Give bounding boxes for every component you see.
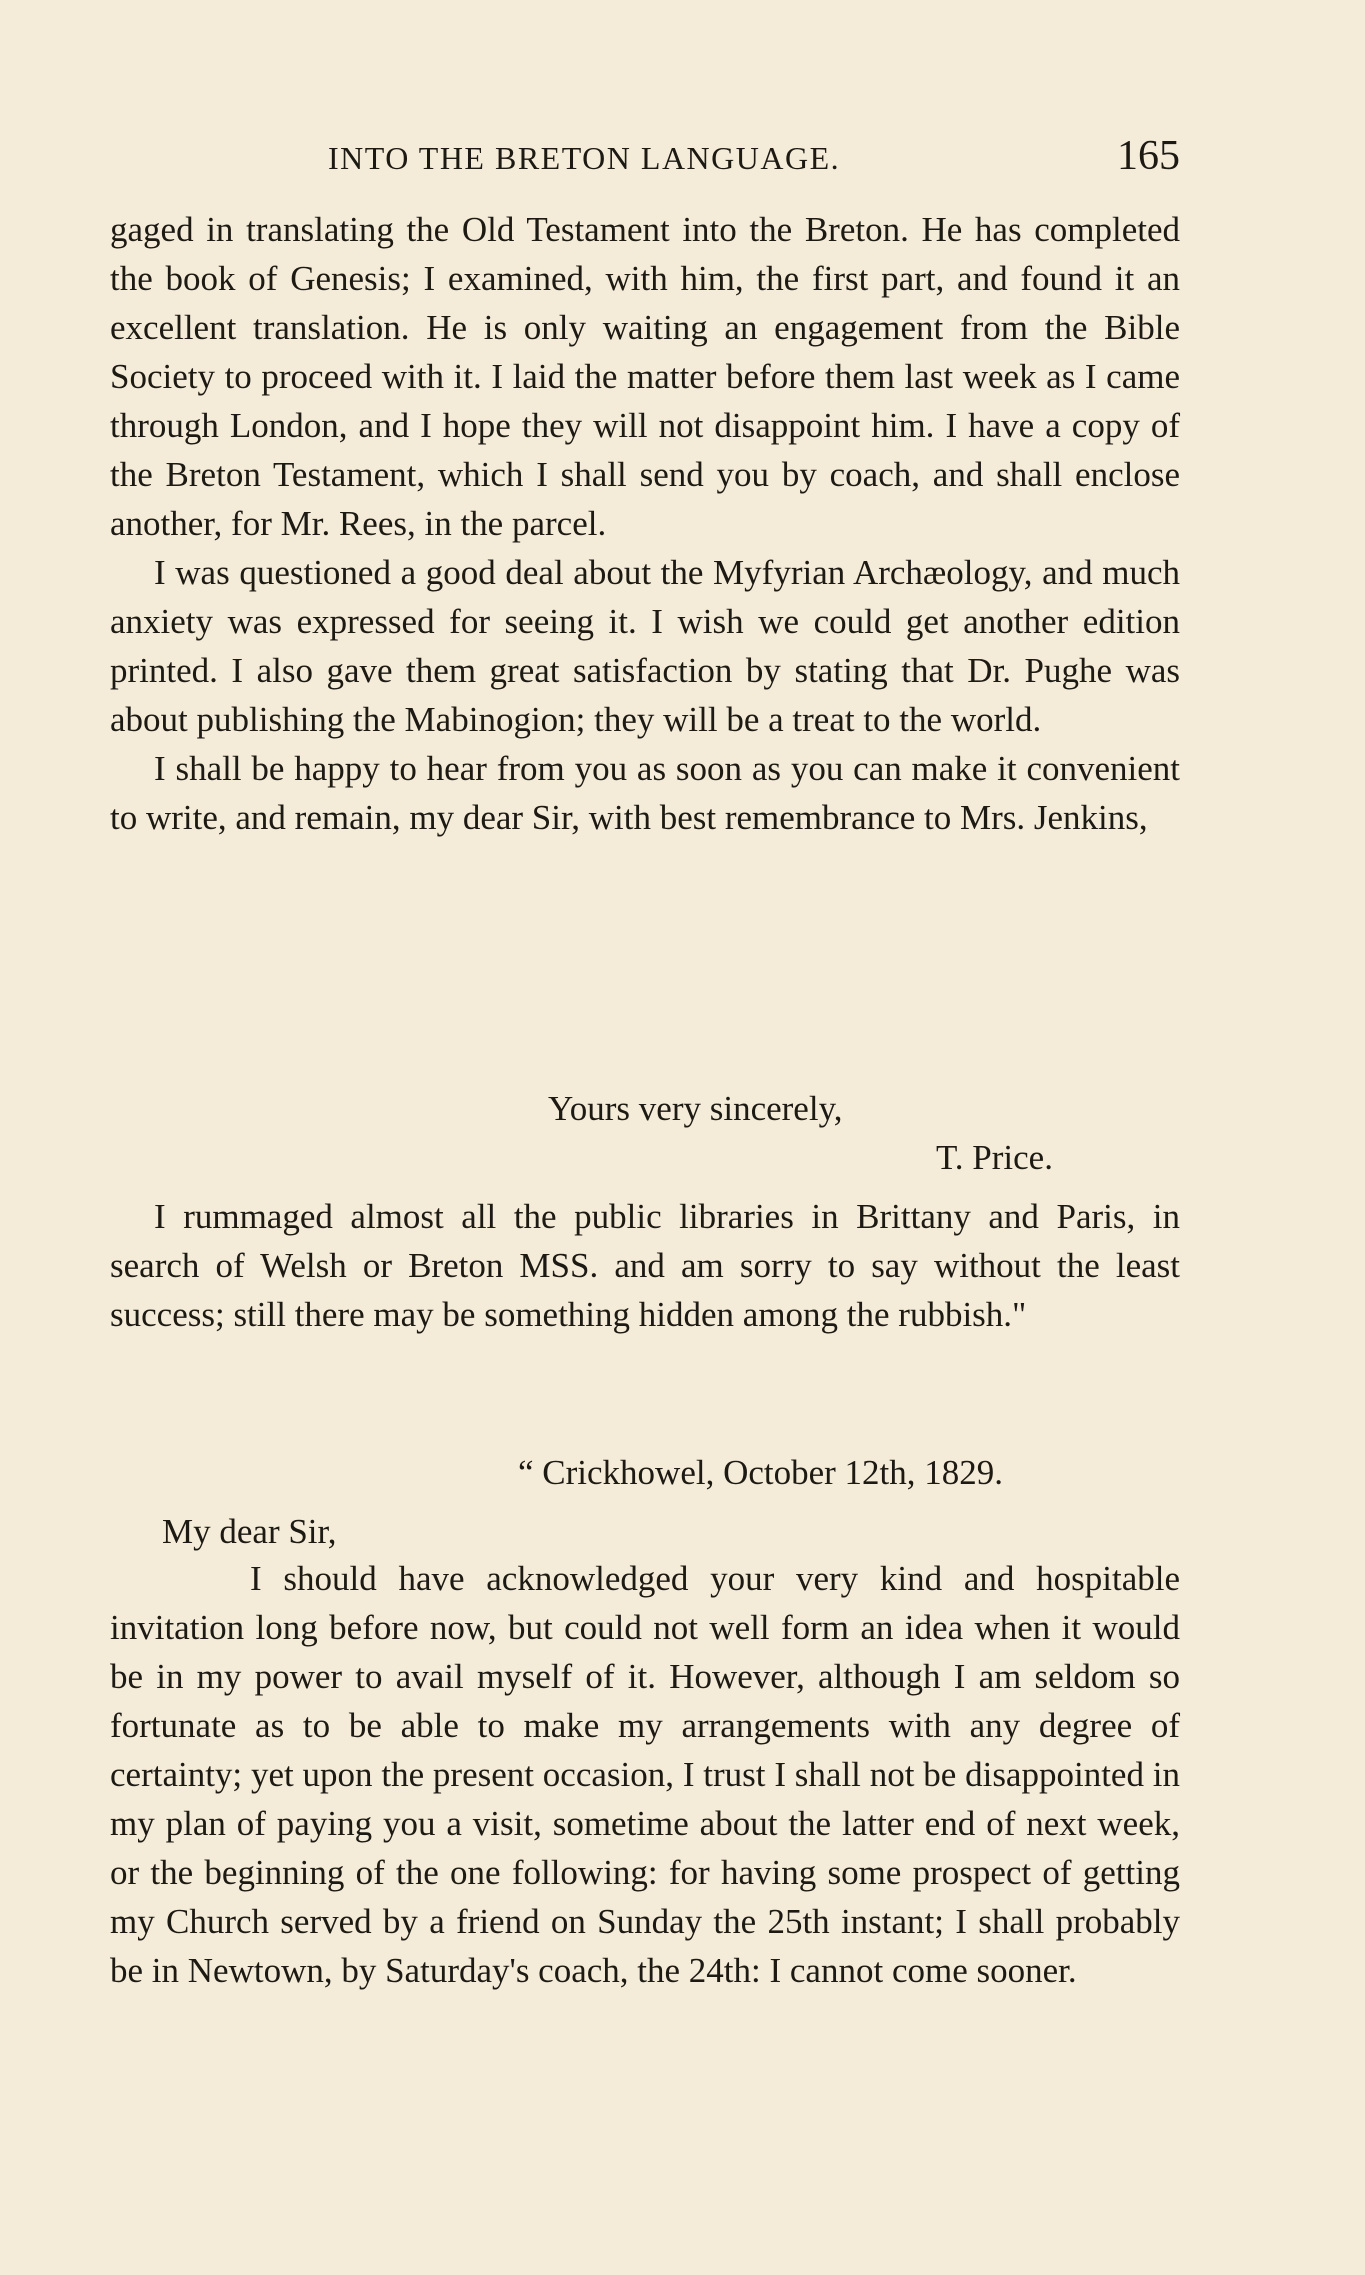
paragraph-translation: gaged in translating the Old Testament into the Breton. He has completed the book of Genesis; I examined, with him, the first part, and found it an excellent translation. He is only waiting an engagement from the Bible Society to proceed with it. I laid the matter before them last week as I came through London, and I hope they will not disappoint him. I have a copy of the Breton Testament, which I shall send you by coach, and shall enclose another, for Mr. Rees, in the parcel. [110,210,1180,543]
postscript: I rummaged almost all the public libraries in Brittany and Paris, in search of Welsh or Breton MSS. and am sorry to say without the least success; still there may be something hidden among the rubbish." [110,1197,1180,1334]
dateline: “ Crickhowel, October 12th, 1829. [518,1453,1004,1492]
page-number: 165 [1117,133,1180,179]
page-header [110,132,1180,188]
paragraph-invitation: I should have acknowledged your very kind and hospitable invitation long before now, but could not well form an idea when it would be in my power to avail myself of it. However, although I am seldom so fortunate as to be able to make my arrangements with any degree of certainty; yet upon the present occasion, I trust I shall not be disappointed in my plan of paying you a visit, sometime about the latter end of next week, or the beginning of the one following: for having some prospect of getting my Church served by a friend on Sunday the 25th instant; I shall probably be in Newtown, by Saturday's coach, the 24th: I cannot come sooner. [110,1559,1180,1990]
paragraph-closing: I shall be happy to hear from you as soon as you can make it convenient to write, and remain, my dear Sir, with best remembrance to Mrs. Jenkins, [110,749,1180,837]
letter-body [110,1554,1180,1995]
running-title: INTO THE BRETON LANGUAGE. [328,140,841,176]
postscript-block [110,1192,1180,1339]
salutation: My dear Sir, [162,1512,337,1551]
signature: T. Price. [936,1138,1053,1177]
valediction: Yours very sincerely, [548,1089,843,1128]
letter-continuation [110,205,1180,842]
paragraph-myfyrian: I was questioned a good deal about the Myfyrian Archæology, and much anxiety was expressed for seeing it. I wish we could get another edition printed. I also gave them great satisfaction by stating that Dr. Pughe was about publishing the Mabinogion; they will be a treat to the world. [110,553,1180,739]
